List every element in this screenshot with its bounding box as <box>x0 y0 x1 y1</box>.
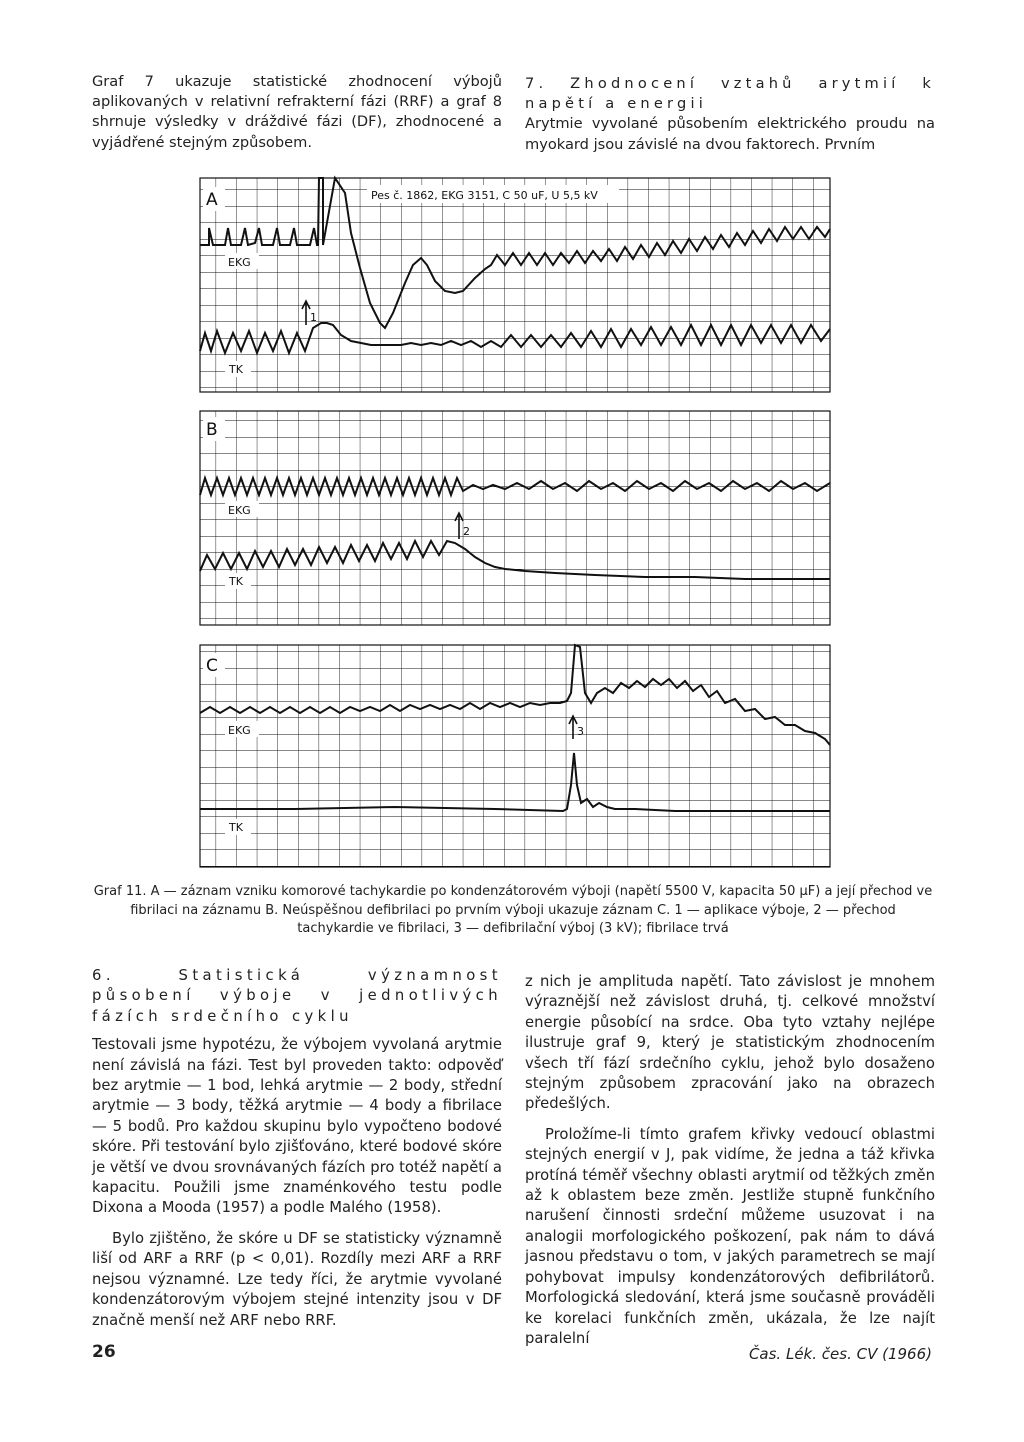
panel-b-letter: B <box>206 420 218 440</box>
continuation-column <box>525 972 935 1349</box>
intro-paragraph: Graf 7 ukazuje statistické zhodnocení výbojů aplikovaných v relativní refrakterní fázi (RRF) a graf 8 shrnuje výsledky v dráždivé fázi (DF), zhodnocené a vyjádřené stejným způsobem. <box>92 73 502 151</box>
continuation-paragraph-2: Proložíme-li tímto grafem křivky vedoucí oblastmi stejných energií v J, pak vidíme, že jedna a táž křivka protíná téměř všechny oblasti arytmií od těžkých změn až k oblastem beze změn. Jestliže stupně funkčního narušení činnosti srdeční můžeme usuzovat i na analogii morfologického poškození, pak nám to dává jasnou představu o tom, v jakých parametrech se mají pohybovat impulsy kondenzátorových defibrilátorů. Morfologická sledování, která jsme současně prováděli ke korelaci funkčních změn, ukázala, že lze najít paralelní <box>525 1125 935 1347</box>
panel-a-letter: A <box>206 190 218 210</box>
panel-a-tk-label: TK <box>229 363 243 376</box>
panel-c-ekg-label: EKG <box>228 724 251 737</box>
graf-11-figure <box>195 173 835 873</box>
section-6-heading: 6. Statistická významnost působení výboje v jednotlivých fázích srdečního cyklu <box>92 967 502 1025</box>
journal-reference: Čas. Lék. čes. CV (1966) <box>748 1345 932 1363</box>
panel-b <box>200 411 830 625</box>
section-7-heading: 7. Zhodnocení vztahů arytmií k napětí a energii <box>525 75 935 113</box>
panel-b-ekg-label: EKG <box>228 504 251 517</box>
panel-c <box>200 645 830 867</box>
intro-paragraph-column <box>92 72 502 153</box>
panel-c-marker: 3 <box>577 725 584 738</box>
panel-b-marker: 2 <box>463 525 470 538</box>
section-7-column <box>525 74 935 155</box>
panel-c-grid <box>200 645 830 867</box>
section-6-paragraph-2: Bylo zjištěno, že skóre u DF se statisticky významně liší od ARF a RRF (p < 0,01). Rozdíly mezi ARF a RRF nejsou významné. Lze tedy říci, že arytmie vyvolané kondenzátorovým výbojem stejné intenzity jsou v DF značně menší než ARF nebo RRF. <box>92 1229 502 1329</box>
figure-caption-text: Graf 11. A — záznam vzniku komorové tachykardie po kondenzátorovém výboji (napětí 5500 V, kapacita 50 μF) a její přechod ve fibrilaci na záznamu B. Neúspěšnou defibrilaci po prvním výboji ukazuje záznam C. 1 — aplikace výboje, 2 — přechod tachykardie ve fibrilaci, 3 — defibrilační výboj (3 kV); fibrilace trvá <box>93 884 933 936</box>
recording-header: Pes č. 1862, EKG 3151, C 50 uF, U 5,5 kV <box>371 189 598 202</box>
continuation-paragraph-1: z nich je amplituda napětí. Tato závislost je mnohem výraznější než závislost druhá, tj. celkové množství energie působící na srdce. Oba tyto vztahy nejlépe ilustruje graf 9, který je statistickým zhodnocením všech tří fází srdečního cyklu, jehož bylo dosaženo stejným způsobem zpracování jako na obrazech předešlých. <box>525 973 935 1113</box>
figure-caption <box>92 883 934 939</box>
section-6-paragraph-1: Testovali jsme hypotézu, že výbojem vyvolaná arytmie není závislá na fázi. Test byl proveden takto: odpověď bez arytmie — 1 bod, lehká arytmie — 2 body, střední arytmie — 3 body, těžká arytmie — 4 body a fibrilace — 5 bodů. Pro každou skupinu bylo vypočteno bodové skóre. Při testování bylo zjišťováno, které bodové skóre je větší ve dvou srovnávaných fázích pro totéž napětí a kapacitu. Použili jsme znaménkového testu podle Dixona a Mooda (1957) a podle Malého (1958). <box>92 1036 502 1217</box>
panel-c-letter: C <box>206 656 218 676</box>
page-number: 26 <box>92 1342 116 1362</box>
section-7-paragraph: Arytmie vyvolané působením elektrického proudu na myokard jsou závislé na dvou faktorech. Prvním <box>525 115 935 153</box>
panel-a-grid <box>200 178 830 392</box>
panel-c-tk-label: TK <box>229 821 243 834</box>
panel-a-ekg-label: EKG <box>228 256 251 269</box>
section-6-column <box>92 966 502 1331</box>
panel-a-marker: 1 <box>310 311 317 324</box>
panel-b-tk-label: TK <box>229 575 243 588</box>
panel-b-grid <box>200 411 830 625</box>
panel-a <box>200 178 830 392</box>
